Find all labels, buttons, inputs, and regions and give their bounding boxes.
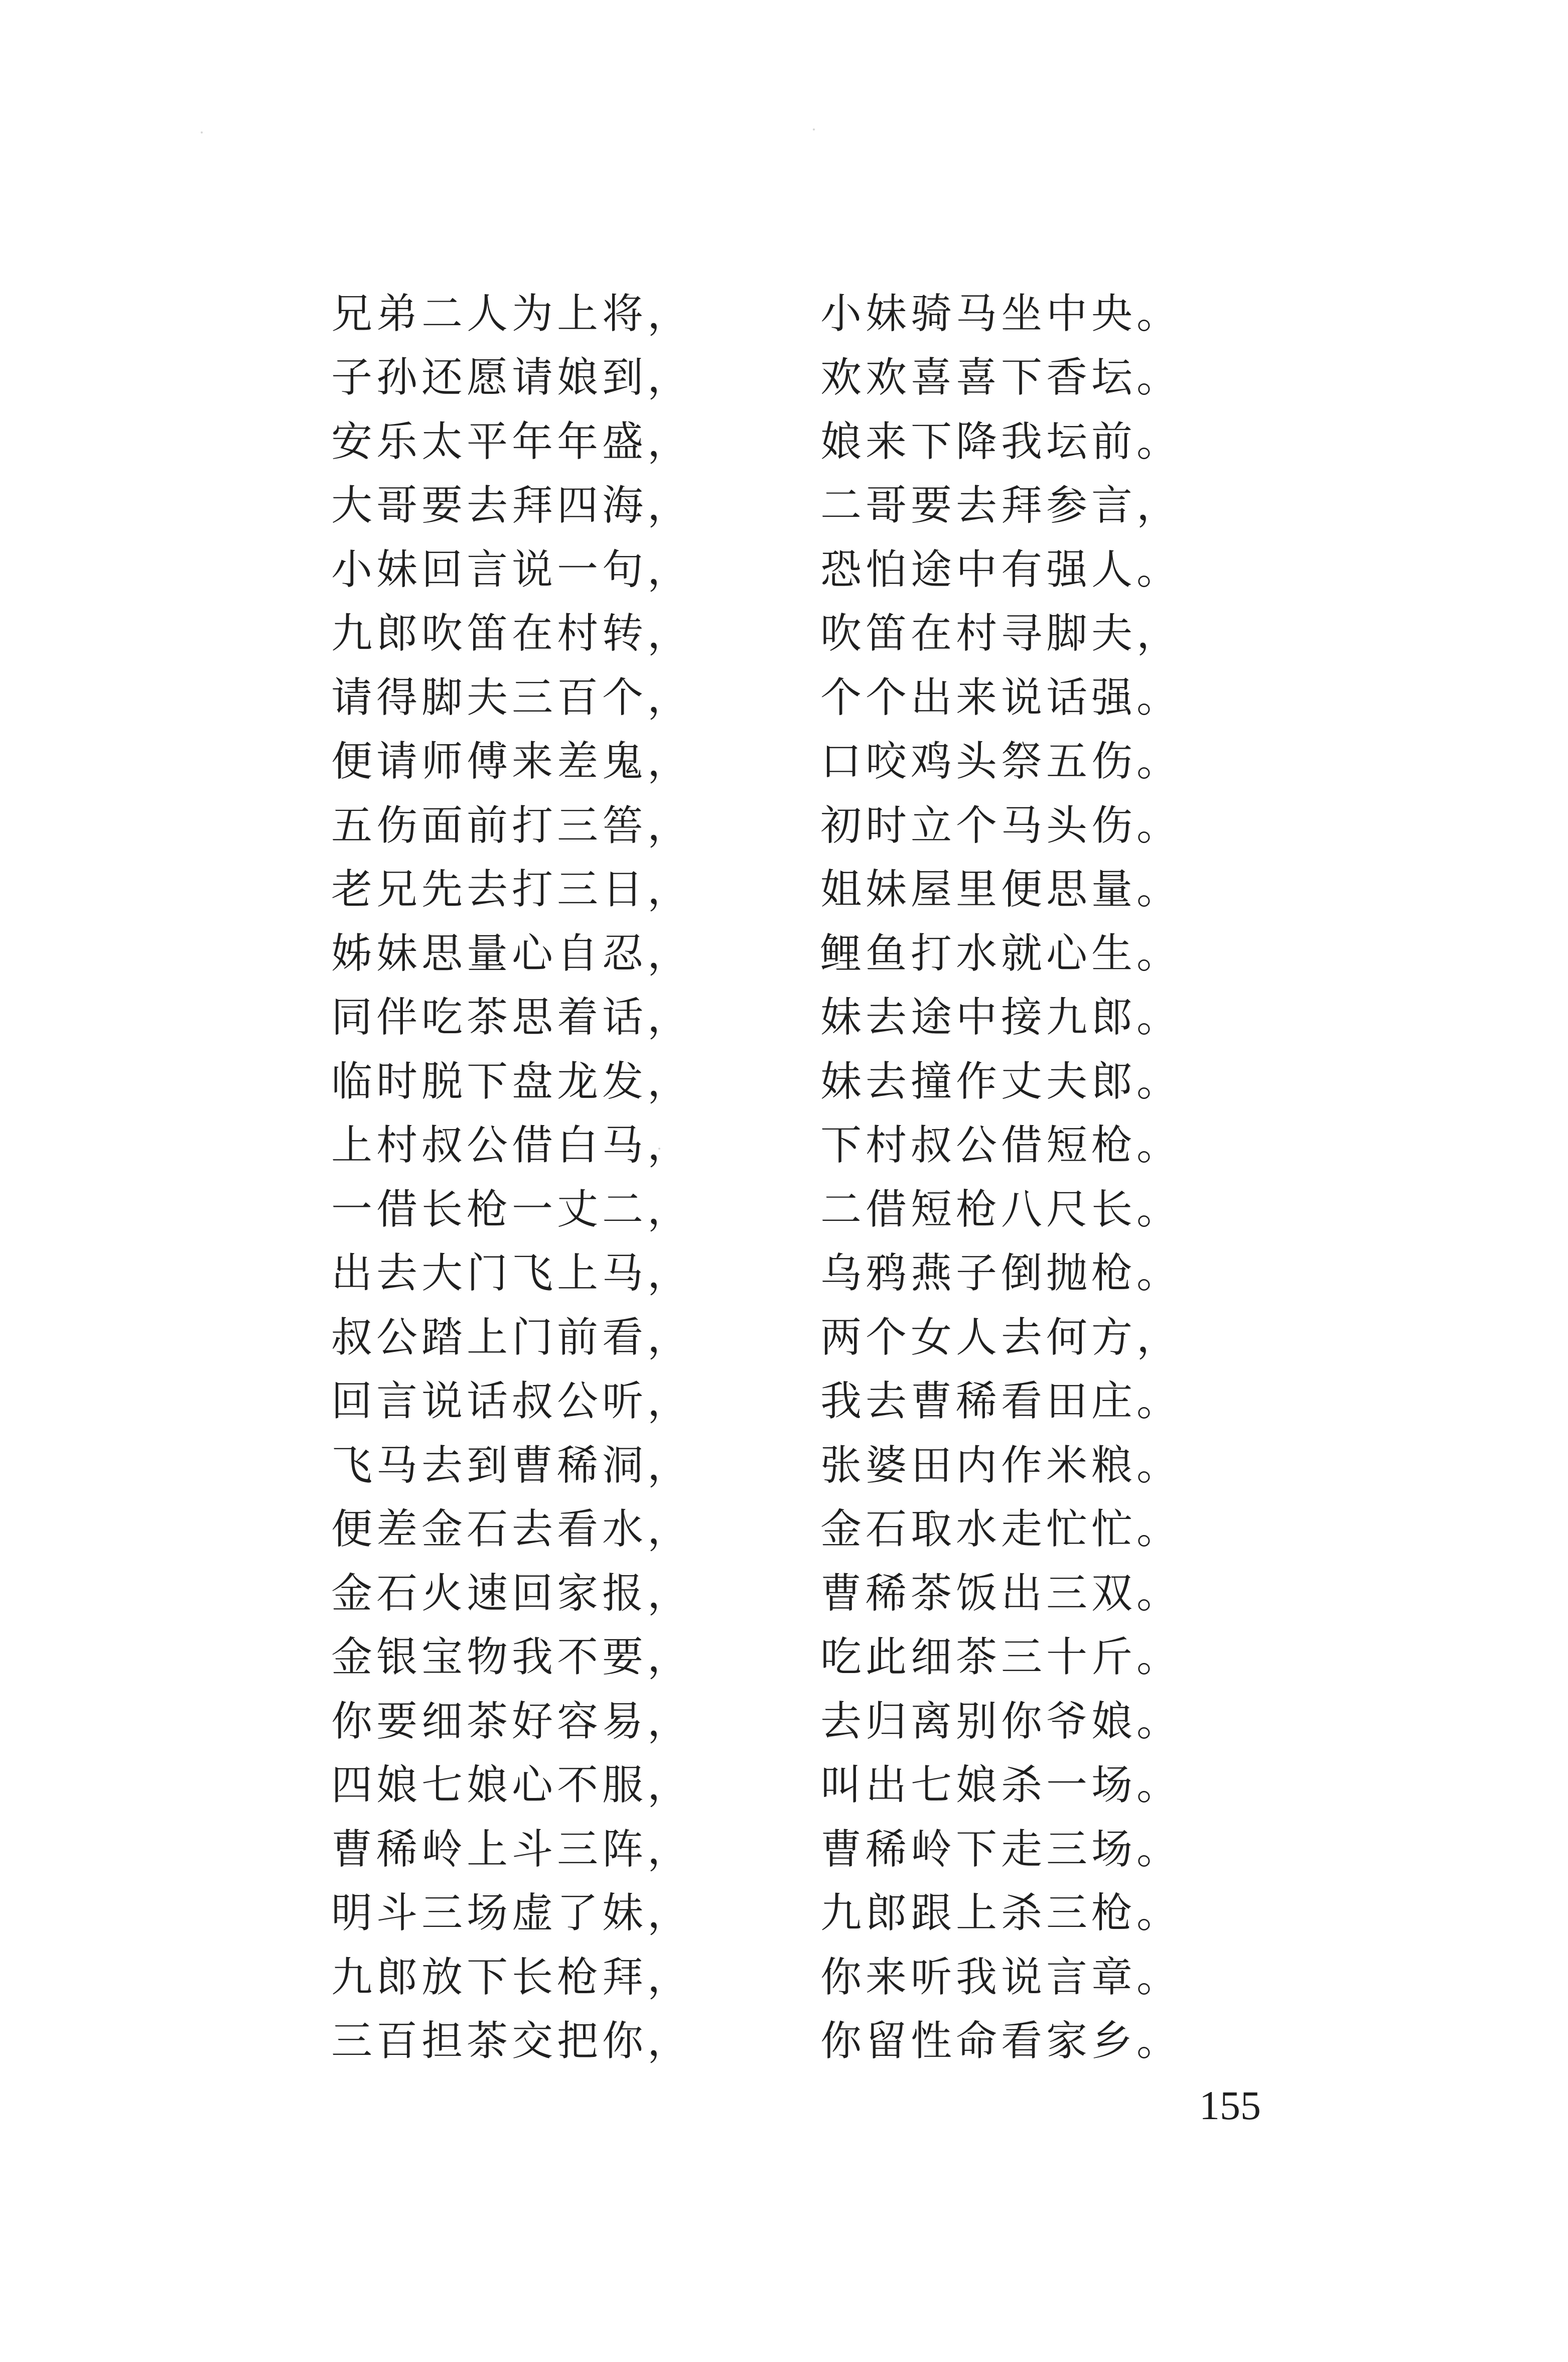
- poem-line-second-half: 两个女人去何方，: [820, 1313, 1182, 1361]
- poem-line-second-half: 九郎跟上杀三枪。: [820, 1889, 1182, 1937]
- poem-line-second-half: 吃此细茶三十斤。: [820, 1633, 1182, 1682]
- poem-line: [331, 858, 1194, 922]
- poem-line-second-half: 二借短枪八尺长。: [820, 1185, 1182, 1233]
- poem-line-first-half: 一借长枪一丈二，: [331, 1185, 693, 1233]
- poem-line: [331, 1178, 1194, 1242]
- poem-line-second-half: 乌鸦燕子倒抛枪。: [820, 1249, 1182, 1298]
- poem-line-first-half: 五伤面前打三筶，: [331, 801, 693, 850]
- poem-line: [331, 1754, 1194, 1818]
- poem-line-first-half: 三百担茶交把你，: [331, 2017, 693, 2065]
- poem-line: [331, 602, 1194, 666]
- poem-text: [331, 282, 1194, 2073]
- poem-line-second-half: 下村叔公借短枪。: [820, 1122, 1182, 1170]
- poem-line-first-half: 飞马去到曹稀洞，: [331, 1441, 693, 1489]
- poem-line-first-half: 金石火速回家报，: [331, 1569, 693, 1617]
- poem-line-second-half: 个个出来说话强。: [820, 673, 1182, 722]
- scan-speck: [201, 131, 203, 133]
- poem-line-first-half: 安乐太平年年盛，: [331, 418, 693, 466]
- poem-line-first-half: 兄弟二人为上将，: [331, 290, 693, 338]
- poem-line-second-half: 口咬鸡头祭五伤。: [820, 738, 1182, 786]
- poem-line-first-half: 子孙还愿请娘到，: [331, 354, 693, 402]
- poem-line-second-half: 姐妹屋里便思量。: [820, 866, 1182, 914]
- poem-line-first-half: 九郎放下长枪拜，: [331, 1953, 693, 2001]
- poem-line: [331, 730, 1194, 794]
- poem-line-first-half: 四娘七娘心不服，: [331, 1761, 693, 1810]
- poem-line: [331, 538, 1194, 602]
- poem-line-first-half: 临时脱下盘龙发，: [331, 1057, 693, 1105]
- poem-line: [331, 2010, 1194, 2074]
- poem-line: [331, 1242, 1194, 1306]
- poem-line: [331, 986, 1194, 1050]
- poem-line-first-half: 你要细茶好容易，: [331, 1697, 693, 1745]
- poem-line-second-half: 曹稀茶饭出三双。: [820, 1569, 1182, 1617]
- poem-line-second-half: 妹去撞作丈夫郎。: [820, 1057, 1182, 1105]
- poem-line-first-half: 明斗三场虚了妹，: [331, 1889, 693, 1937]
- poem-line: [331, 1050, 1194, 1114]
- poem-line: [331, 1434, 1194, 1498]
- poem-line: [331, 1370, 1194, 1434]
- poem-line-first-half: 曹稀岭上斗三阵，: [331, 1825, 693, 1873]
- poem-line: [331, 1626, 1194, 1690]
- poem-line-second-half: 鲤鱼打水就心生。: [820, 929, 1182, 978]
- poem-line-first-half: 便请师傅来差鬼，: [331, 738, 693, 786]
- poem-line: [331, 1882, 1194, 1946]
- poem-line-second-half: 妹去途中接九郎。: [820, 994, 1182, 1042]
- poem-line: [331, 1818, 1194, 1882]
- poem-line-second-half: 初时立个马头伤。: [820, 801, 1182, 850]
- poem-line-first-half: 请得脚夫三百个，: [331, 673, 693, 722]
- poem-line-second-half: 你来听我说言章。: [820, 1953, 1182, 2001]
- poem-line-second-half: 金石取水走忙忙。: [820, 1505, 1182, 1554]
- poem-line: [331, 474, 1194, 538]
- poem-line: [331, 666, 1194, 730]
- poem-line: [331, 282, 1194, 346]
- poem-line: [331, 1114, 1194, 1178]
- poem-line-first-half: 叔公踏上门前看，: [331, 1313, 693, 1361]
- poem-line-first-half: 老兄先去打三日，: [331, 866, 693, 914]
- poem-line-first-half: 出去大门飞上马，: [331, 1249, 693, 1298]
- poem-line-first-half: 九郎吹笛在村转，: [331, 610, 693, 658]
- poem-line-second-half: 吹笛在村寻脚夫，: [820, 610, 1182, 658]
- poem-line: [331, 1306, 1194, 1370]
- poem-line-first-half: 小妹回言说一句，: [331, 545, 693, 594]
- poem-line-first-half: 上村叔公借白马，: [331, 1122, 693, 1170]
- poem-line-second-half: 张婆田内作米粮。: [820, 1441, 1182, 1489]
- poem-line-second-half: 我去曹稀看田庄。: [820, 1377, 1182, 1426]
- poem-line-first-half: 姊妹思量心自忍，: [331, 929, 693, 978]
- poem-line-first-half: 便差金石去看水，: [331, 1505, 693, 1554]
- poem-line-second-half: 去归离别你爷娘。: [820, 1697, 1182, 1745]
- poem-line-second-half: 你留性命看家乡。: [820, 2017, 1182, 2065]
- poem-line-second-half: 欢欢喜喜下香坛。: [820, 354, 1182, 402]
- poem-line-second-half: 小妹骑马坐中央。: [820, 290, 1182, 338]
- poem-line: [331, 1498, 1194, 1562]
- poem-line-first-half: 同伴吃茶思着话，: [331, 994, 693, 1042]
- poem-line: [331, 410, 1194, 474]
- poem-line-second-half: 娘来下降我坛前。: [820, 418, 1182, 466]
- poem-line: [331, 922, 1194, 986]
- poem-line-second-half: 叫出七娘杀一场。: [820, 1761, 1182, 1810]
- poem-line-first-half: 金银宝物我不要，: [331, 1633, 693, 1682]
- poem-line: [331, 1562, 1194, 1626]
- page-number: 155: [1199, 2082, 1261, 2128]
- poem-line: [331, 794, 1194, 858]
- poem-line: [331, 1690, 1194, 1754]
- poem-line-second-half: 恐怕途中有强人。: [820, 545, 1182, 594]
- poem-line: [331, 1946, 1194, 2010]
- poem-line-first-half: 回言说话叔公听，: [331, 1377, 693, 1426]
- poem-line: [331, 346, 1194, 410]
- poem-line-second-half: 二哥要去拜参言，: [820, 482, 1182, 530]
- poem-line-second-half: 曹稀岭下走三场。: [820, 1825, 1182, 1873]
- poem-line-first-half: 大哥要去拜四海，: [331, 482, 693, 530]
- scan-speck: [813, 128, 815, 130]
